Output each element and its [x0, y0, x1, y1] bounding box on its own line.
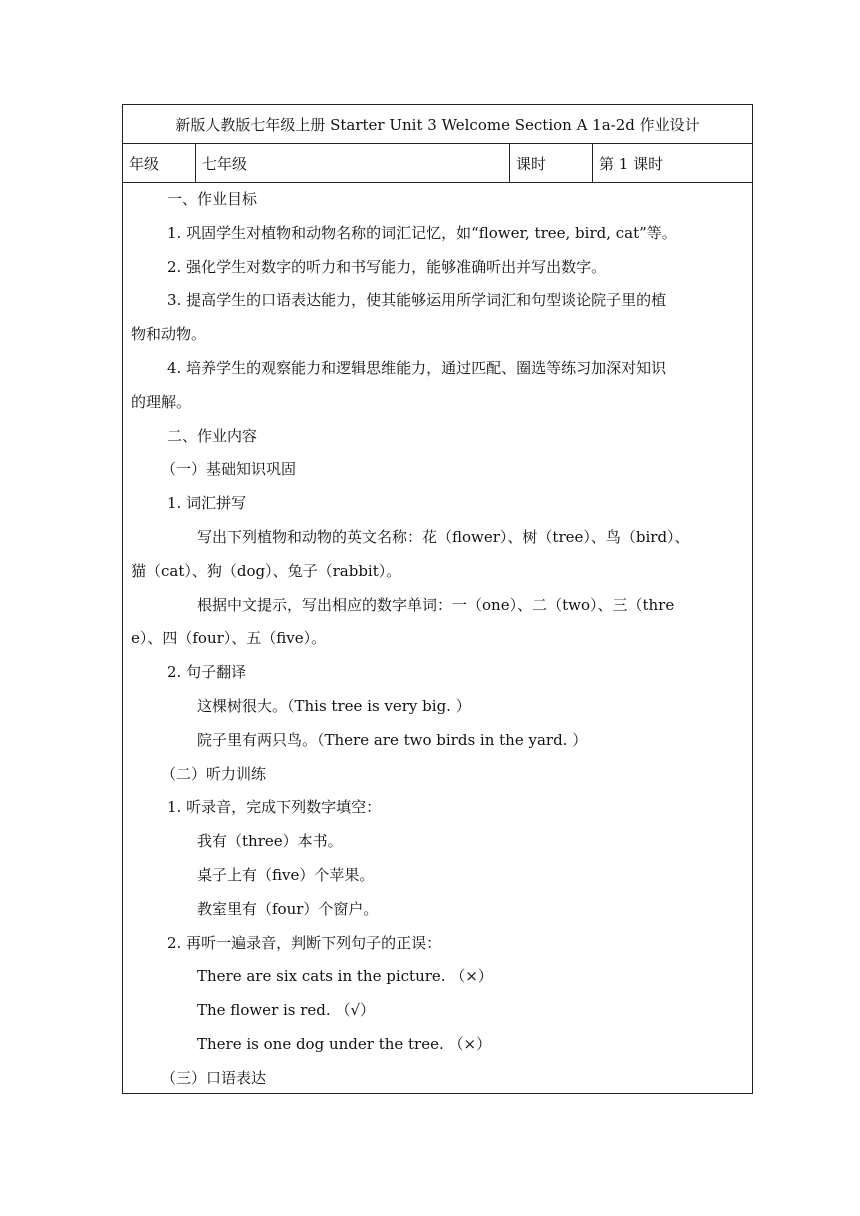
exercise-line: There is one dog under the tree. （×） [197, 1034, 492, 1053]
subsection-heading: （二）听力训练 [161, 764, 267, 783]
exercise-title: 2. 再听一遍录音，判断下列句子的正误： [167, 933, 442, 952]
exercise-line: 这棵树很大。（This tree is very big. ） [197, 696, 471, 715]
grade-label: 年级 [123, 144, 196, 182]
exercise-line: 院子里有两只鸟。（There are two birds in the yard. ） [197, 730, 588, 749]
info-row [123, 144, 752, 183]
grade-value: 七年级 [196, 144, 510, 182]
exercise-title: 1. 听录音，完成下列数字填空： [167, 798, 382, 817]
exercise-line: There are six cats in the picture. （×） [197, 967, 493, 986]
goal-item: 1. 巩固学生对植物和动物名称的词汇记忆，如“flower, tree, bird, cat”等。 [167, 223, 677, 242]
goal-item-cont: 的理解。 [131, 392, 192, 411]
exercise-line-cont: e）、四（four）、五（five）。 [131, 629, 327, 648]
homework-table [122, 104, 753, 1094]
section-heading-goals: 一、作业目标 [167, 190, 258, 208]
exercise-line: 桌子上有（five）个苹果。 [197, 865, 375, 884]
goal-item: 2. 强化学生对数字的听力和书写能力，能够准确听出并写出数字。 [167, 257, 607, 276]
period-value: 第 1 课时 [599, 154, 664, 173]
exercise-title: 2. 句子翻译 [167, 663, 247, 682]
goal-item: 3. 提高学生的口语表达能力，使其能够运用所学词汇和句型谈论院子里的植 [167, 291, 667, 310]
section-heading-content: 二、作业内容 [167, 426, 258, 445]
subsection-heading: （三）口语表达 [161, 1068, 267, 1087]
exercise-line-cont: 猫（cat）、狗（dog）、兔子（rabbit）。 [131, 561, 402, 580]
exercise-line: 教室里有（four）个窗户。 [197, 899, 379, 918]
period-label: 课时 [510, 144, 593, 182]
exercise-line: 我有（three）本书。 [197, 832, 343, 851]
content-body [123, 183, 752, 1096]
exercise-line: 根据中文提示，写出相应的数字单词：一（one）、二（two）、三（thre [197, 595, 675, 614]
goal-item: 4. 培养学生的观察能力和逻辑思维能力，通过匹配、圈选等练习加深对知识 [167, 358, 667, 377]
exercise-line: 写出下列植物和动物的英文名称：花（flower）、树（tree）、鸟（bird）、 [197, 527, 690, 546]
subsection-heading: （一）基础知识巩固 [161, 460, 297, 479]
exercise-title: 1. 词汇拼写 [167, 494, 247, 513]
exercise-line: The flower is red. （√） [197, 1001, 376, 1020]
goal-item-cont: 物和动物。 [131, 325, 207, 344]
document-title: 新版人教版七年级上册 Starter Unit 3 Welcome Section A 1a-2d 作业设计 [123, 105, 752, 144]
